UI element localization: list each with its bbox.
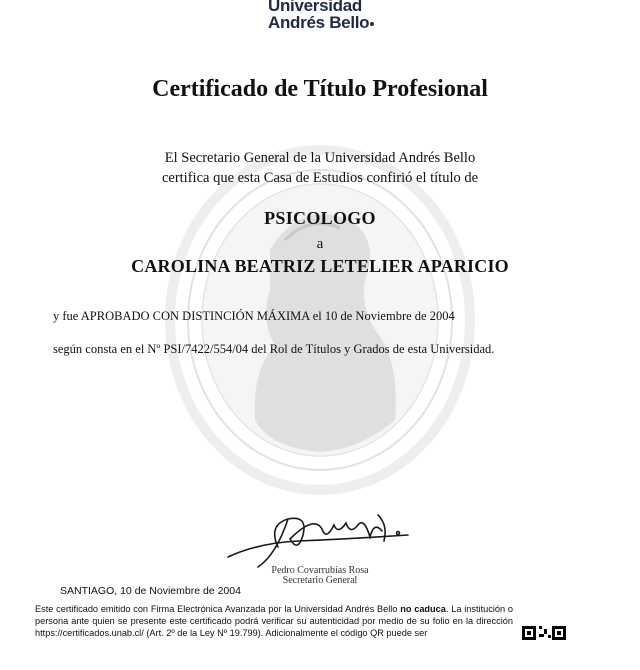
qr-code-icon (522, 626, 566, 670)
footer-text-2: . La institución o persona ante quien se presente este certificado podrá verificar su autenticidad por medio de su folio en la dirección https://certificados.unab.cl/ (Art. 2º de la Ley Nº 19.799). Adicionalmente el código QR puede ser (35, 604, 513, 638)
footer-bold: no caduca (400, 604, 446, 614)
registry-line: según consta en el Nº PSI/7422/554/04 del Rol de Títulos y Grados de esta Universidad. (53, 342, 495, 356)
footer-text-1: Este certificado emitido con Firma Electrónica Avanzada por la Universidad Andrés Bello (35, 604, 401, 614)
approval-line: y fue APROBADO CON DISTINCIÓN MÁXIMA el 10 de Noviembre de 2004 (53, 309, 455, 323)
recipient-name: CAROLINA BEATRIZ LETELIER APARICIO (131, 256, 509, 276)
signatory-name: Pedro Covarrubias Rosa (271, 565, 369, 576)
signatory-block (0, 566, 640, 586)
signatory-role: Secretario General (282, 575, 358, 586)
intro-line-2: certifica que esta Casa de Estudios confirió el título de (161, 170, 479, 186)
degree-title: PSICOLOGO (264, 208, 376, 228)
intro-text (0, 148, 640, 188)
intro-line-1: El Secretario General de la Universidad Andrés Bello (164, 150, 476, 166)
page-title: Certificado de Título Profesional (152, 76, 488, 102)
footer-notice (35, 603, 513, 639)
logo-line-2-text: Andrés Bello (268, 13, 370, 32)
logo-dot-icon (370, 22, 374, 26)
place-date: SANTIAGO, 10 de Noviembre de 2004 (60, 585, 241, 597)
preposition: a (316, 236, 324, 252)
logo-line-1: Universidad (268, 0, 363, 15)
logo-line-2 (268, 13, 374, 33)
signature-icon (218, 495, 418, 575)
